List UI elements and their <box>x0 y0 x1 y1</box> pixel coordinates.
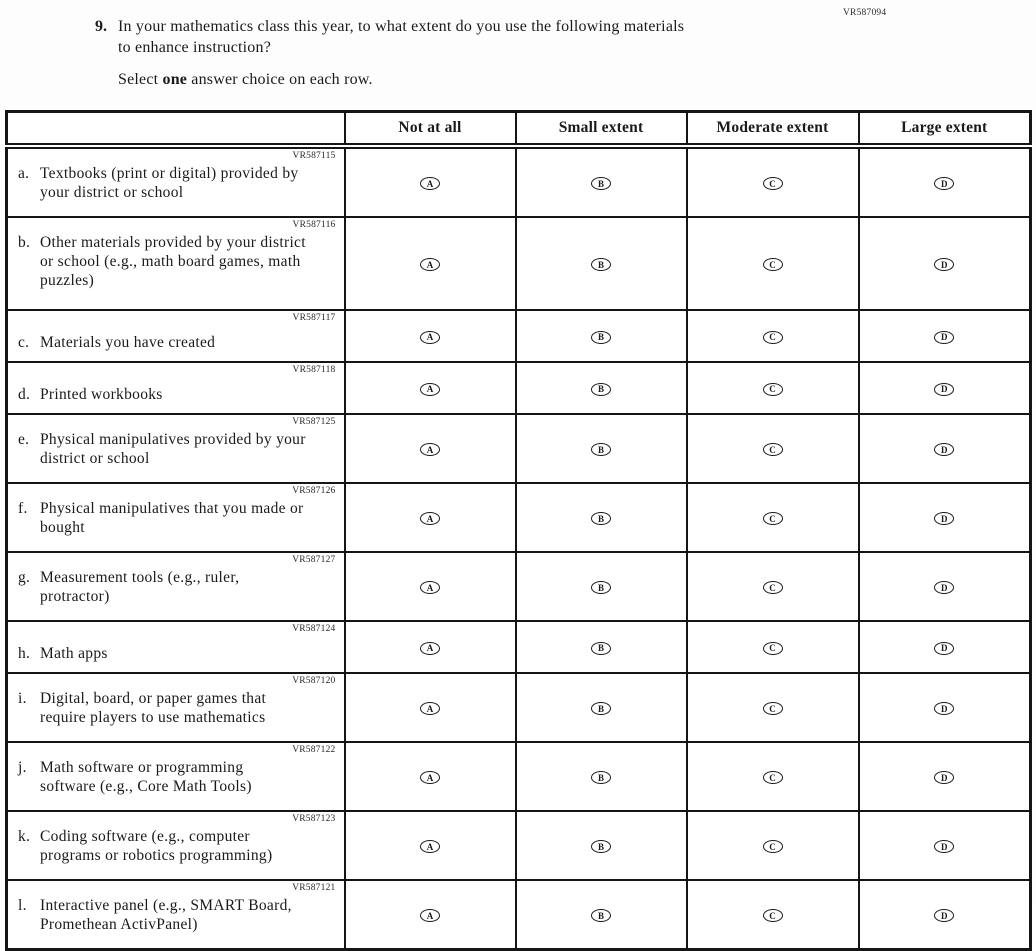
row-text: Physical manipulatives that you made or bought <box>40 500 304 536</box>
option-bubble-moderate-extent[interactable]: C <box>763 177 783 190</box>
row-vr-code: VR587115 <box>292 151 336 161</box>
row-vr-code: VR587127 <box>292 555 336 565</box>
option-bubble-large-extent[interactable]: D <box>934 443 954 456</box>
option-bubble-small-extent[interactable]: B <box>591 702 611 715</box>
option-bubble-moderate-extent[interactable]: C <box>763 702 783 715</box>
option-bubble-small-extent[interactable]: B <box>591 177 611 190</box>
table-row-interactive-panel <box>7 880 1031 950</box>
row-vr-code: VR587125 <box>292 417 336 427</box>
instruction-bold-word: one <box>162 71 188 88</box>
table-row-printed-workbooks <box>7 362 1031 414</box>
table-row-measurement-tools <box>7 552 1031 621</box>
option-bubble-large-extent[interactable]: D <box>934 771 954 784</box>
row-text: Textbooks (print or digital) provided by your district or school <box>40 165 299 201</box>
row-text: Printed workbooks <box>40 386 163 403</box>
table-row-coding-software <box>7 811 1031 880</box>
row-letter: d. <box>18 386 31 403</box>
column-header-small-extent: Small extent <box>516 112 687 147</box>
option-bubble-not-at-all[interactable]: A <box>420 909 440 922</box>
row-letter: e. <box>18 431 30 448</box>
row-vr-code: VR587116 <box>292 220 336 230</box>
option-bubble-large-extent[interactable]: D <box>934 840 954 853</box>
option-bubble-moderate-extent[interactable]: C <box>763 771 783 784</box>
question-text-line2: to enhance instruction? <box>118 39 271 56</box>
row-letter: g. <box>18 569 31 586</box>
option-bubble-moderate-extent[interactable]: C <box>763 512 783 525</box>
row-letter: c. <box>18 334 30 351</box>
row-text: Digital, board, or paper games that require players to use mathematics <box>40 690 267 726</box>
option-bubble-moderate-extent[interactable]: C <box>763 909 783 922</box>
row-letter: a. <box>18 165 30 182</box>
option-bubble-large-extent[interactable]: D <box>934 258 954 271</box>
instruction-prefix: Select <box>118 71 163 88</box>
row-vr-code: VR587123 <box>292 814 336 824</box>
option-bubble-not-at-all[interactable]: A <box>420 581 440 594</box>
column-header-moderate-extent: Moderate extent <box>687 112 859 147</box>
column-header-not-at-all: Not at all <box>345 112 516 147</box>
row-vr-code: VR587118 <box>292 365 336 375</box>
row-letter: l. <box>18 897 27 914</box>
option-bubble-large-extent[interactable]: D <box>934 331 954 344</box>
table-row-math-software <box>7 742 1031 811</box>
instruction-text <box>118 69 684 90</box>
row-vr-code: VR587121 <box>292 883 336 893</box>
option-bubble-small-extent[interactable]: B <box>591 258 611 271</box>
row-text: Materials you have created <box>40 334 216 351</box>
row-text: Physical manipulatives provided by your district or school <box>40 431 306 467</box>
table-row-math-apps <box>7 621 1031 673</box>
option-bubble-small-extent[interactable]: B <box>591 581 611 594</box>
table-row-other-materials <box>7 217 1031 310</box>
option-bubble-not-at-all[interactable]: A <box>420 383 440 396</box>
option-bubble-moderate-extent[interactable]: C <box>763 581 783 594</box>
option-bubble-small-extent[interactable]: B <box>591 771 611 784</box>
option-bubble-not-at-all[interactable]: A <box>420 702 440 715</box>
instruction-suffix: answer choice on each row. <box>187 71 373 88</box>
option-bubble-not-at-all[interactable]: A <box>420 840 440 853</box>
option-bubble-small-extent[interactable]: B <box>591 642 611 655</box>
table-row-created-materials <box>7 310 1031 362</box>
row-letter: f. <box>18 500 28 517</box>
option-bubble-moderate-extent[interactable]: C <box>763 258 783 271</box>
option-bubble-large-extent[interactable]: D <box>934 909 954 922</box>
option-bubble-moderate-extent[interactable]: C <box>763 840 783 853</box>
row-text: Measurement tools (e.g., ruler, protractor) <box>40 569 240 605</box>
option-bubble-large-extent[interactable]: D <box>934 512 954 525</box>
row-vr-code: VR587124 <box>292 624 336 634</box>
option-bubble-not-at-all[interactable]: A <box>420 771 440 784</box>
row-letter: b. <box>18 234 31 251</box>
row-letter: k. <box>18 828 31 845</box>
option-bubble-small-extent[interactable]: B <box>591 383 611 396</box>
table-row-manipulatives-provided <box>7 414 1031 483</box>
option-bubble-large-extent[interactable]: D <box>934 177 954 190</box>
row-vr-code: VR587126 <box>292 486 336 496</box>
materials-extent-table <box>5 110 1032 951</box>
row-vr-code: VR587117 <box>292 313 336 323</box>
option-bubble-not-at-all[interactable]: A <box>420 443 440 456</box>
option-bubble-small-extent[interactable]: B <box>591 840 611 853</box>
option-bubble-large-extent[interactable]: D <box>934 581 954 594</box>
row-letter: i. <box>18 690 27 707</box>
option-bubble-not-at-all[interactable]: A <box>420 258 440 271</box>
table-row-manipulatives-made <box>7 483 1031 552</box>
question-block <box>95 16 684 90</box>
empty-header-cell <box>7 112 345 147</box>
option-bubble-moderate-extent[interactable]: C <box>763 383 783 396</box>
row-letter: h. <box>18 645 31 662</box>
option-bubble-not-at-all[interactable]: A <box>420 177 440 190</box>
row-text: Math apps <box>40 645 108 662</box>
form-vr-code: VR587094 <box>843 8 887 18</box>
row-vr-code: VR587122 <box>292 745 336 755</box>
option-bubble-not-at-all[interactable]: A <box>420 512 440 525</box>
option-bubble-large-extent[interactable]: D <box>934 383 954 396</box>
row-letter: j. <box>18 759 27 776</box>
option-bubble-small-extent[interactable]: B <box>591 909 611 922</box>
option-bubble-small-extent[interactable]: B <box>591 512 611 525</box>
table-row-textbooks <box>7 146 1031 217</box>
row-vr-code: VR587120 <box>292 676 336 686</box>
question-text-line1: In your mathematics class this year, to what extent do you use the following materials <box>118 18 685 35</box>
option-bubble-large-extent[interactable]: D <box>934 702 954 715</box>
column-header-large-extent: Large extent <box>859 112 1031 147</box>
option-bubble-moderate-extent[interactable]: C <box>763 443 783 456</box>
option-bubble-small-extent[interactable]: B <box>591 443 611 456</box>
option-bubble-moderate-extent[interactable]: C <box>763 642 783 655</box>
row-text: Interactive panel (e.g., SMART Board, Promethean ActivPanel) <box>40 897 292 933</box>
option-bubble-large-extent[interactable]: D <box>934 642 954 655</box>
row-text: Other materials provided by your district or school (e.g., math board games, math puzzles) <box>40 234 306 289</box>
question-number: 9. <box>95 18 107 35</box>
header-row <box>7 112 1031 147</box>
row-text: Math software or programming software (e.g., Core Math Tools) <box>40 759 252 795</box>
row-text: Coding software (e.g., computer programs or robotics programming) <box>40 828 273 864</box>
option-bubble-not-at-all[interactable]: A <box>420 642 440 655</box>
option-bubble-moderate-extent[interactable]: C <box>763 331 783 344</box>
option-bubble-not-at-all[interactable]: A <box>420 331 440 344</box>
table-row-games <box>7 673 1031 742</box>
option-bubble-small-extent[interactable]: B <box>591 331 611 344</box>
